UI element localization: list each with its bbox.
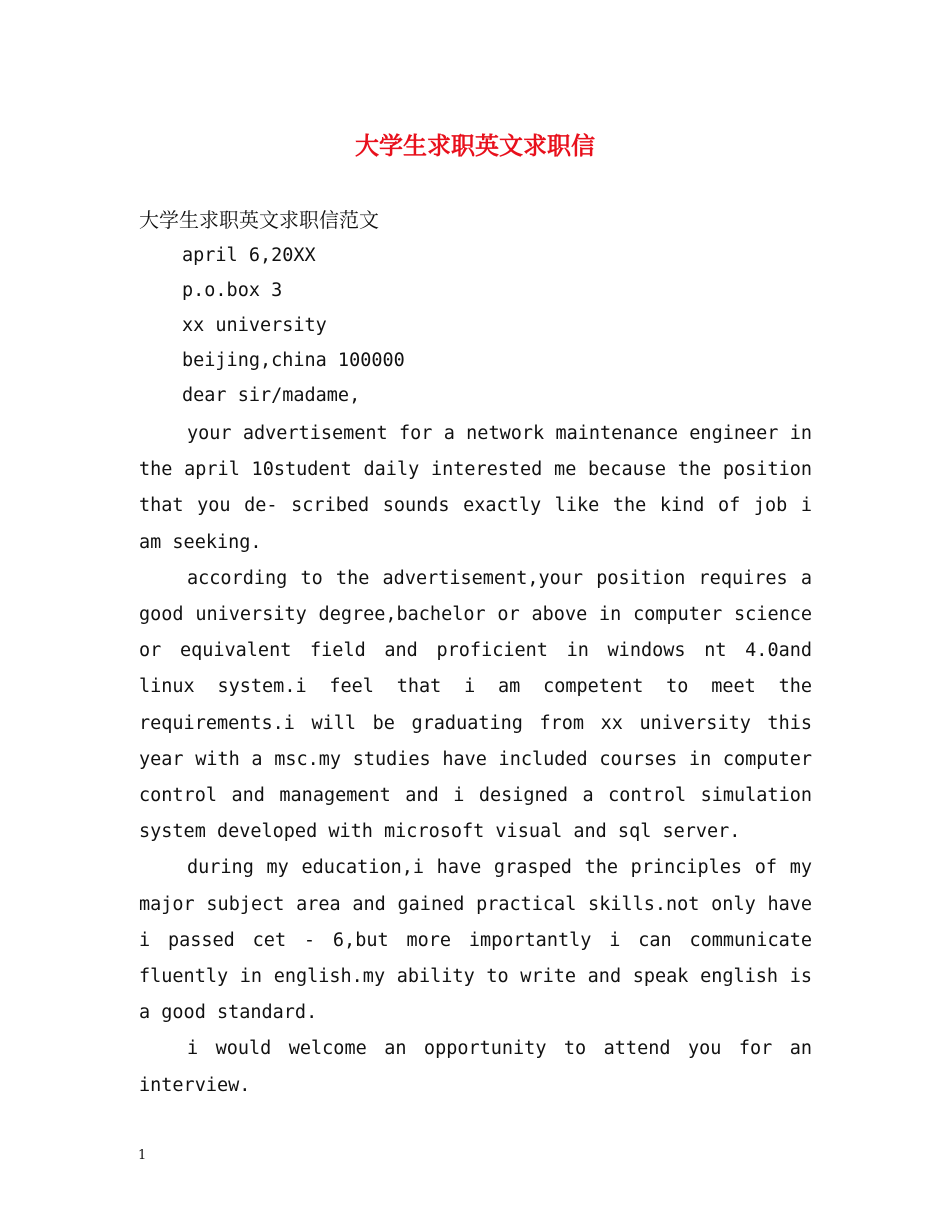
salutation: dear sir/madame, xyxy=(182,385,361,406)
letter-date: april 6,20XX xyxy=(182,245,316,266)
body-paragraph-3: during my education,i have grasped the principles of my major subject area and gained practical skills.not only have i passed cet - 6,but more importantly i can communicate fluently in english.my ability to write and speak english is a good standard. xyxy=(139,857,812,1024)
body-paragraph-2: according to the advertisement,your position requires a good university degree,bachelor or above in computer science or equivalent field and proficient in windows nt 4.0and linux system.i feel that i am competent to meet the requirements.i will be graduating from xx university this year with a msc.my studies have included courses in computer control and management and i designed a control simulation system developed with microsoft visual and sql server. xyxy=(139,567,812,843)
page-number: 1 xyxy=(138,1148,147,1163)
document-subtitle: 大学生求职英文求职信范文 xyxy=(139,208,379,232)
address-line-1: p.o.box 3 xyxy=(182,280,283,301)
body-paragraph-4: i would welcome an opportunity to attend you for an interview. xyxy=(139,1038,812,1096)
body-paragraph-1: your advertisement for a network maintenance engineer in the april 10student daily interested me because the position that you de- scribed sounds exactly like the kind of job i am seeking. xyxy=(139,423,812,553)
address-line-2: xx university xyxy=(182,315,327,336)
letter-body xyxy=(139,416,812,1104)
address-line-3: beijing,china 100000 xyxy=(182,350,405,371)
document-title: 大学生求职英文求职信 xyxy=(355,131,595,160)
